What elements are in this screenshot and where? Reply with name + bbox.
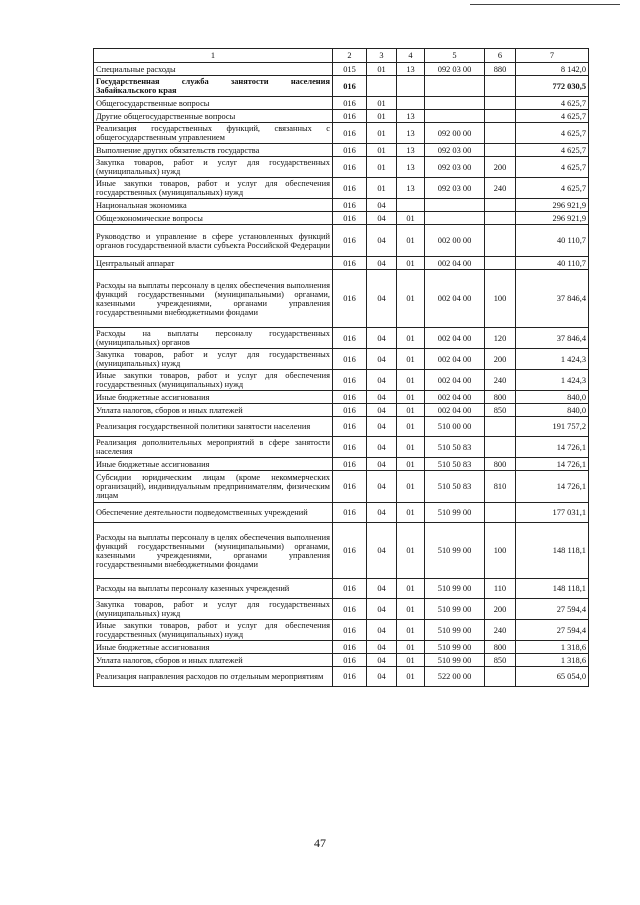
section-code-cell: 04 — [367, 437, 397, 458]
target-article-code-cell: 092 03 00 — [425, 144, 485, 157]
subsection-code-cell: 13 — [397, 63, 425, 76]
ministry-code-cell: 016 — [333, 641, 367, 654]
expense-type-code-cell: 850 — [485, 654, 516, 667]
section-code-cell: 04 — [367, 225, 397, 257]
expense-name-cell: Специальные расходы — [94, 63, 333, 76]
target-article-code-cell — [425, 212, 485, 225]
expense-type-code-cell — [485, 503, 516, 523]
table-row — [94, 417, 589, 437]
expense-type-code-cell — [485, 199, 516, 212]
section-code-cell: 04 — [367, 503, 397, 523]
section-code-cell: 04 — [367, 523, 397, 579]
ministry-code-cell: 016 — [333, 667, 367, 687]
expense-name-cell: Руководство и управление в сфере установленных функций органов государственной власти субъекта Российской Федерации — [94, 225, 333, 257]
target-article-code-cell: 002 04 00 — [425, 328, 485, 349]
expense-name-cell: Реализация государственной политики занятости населения — [94, 417, 333, 437]
section-code-cell: 04 — [367, 620, 397, 641]
expense-type-code-cell: 200 — [485, 599, 516, 620]
expense-type-code-cell: 110 — [485, 579, 516, 599]
subsection-code-cell — [397, 76, 425, 97]
target-article-code-cell: 510 00 00 — [425, 417, 485, 437]
section-code-cell: 04 — [367, 599, 397, 620]
section-code-cell: 04 — [367, 199, 397, 212]
expense-type-code-cell: 120 — [485, 328, 516, 349]
expense-name-cell: Другие общегосударственные вопросы — [94, 110, 333, 123]
expense-name-cell: Закупка товаров, работ и услуг для государственных (муниципальных) нужд — [94, 157, 333, 178]
section-code-cell: 04 — [367, 349, 397, 370]
expense-type-code-cell: 100 — [485, 270, 516, 328]
expense-name-cell: Закупка товаров, работ и услуг для государственных (муниципальных) нужд — [94, 599, 333, 620]
subsection-code-cell: 01 — [397, 270, 425, 328]
amount-cell: 148 118,1 — [516, 579, 589, 599]
expense-type-code-cell — [485, 144, 516, 157]
ministry-code-cell: 016 — [333, 225, 367, 257]
section-code-cell: 04 — [367, 404, 397, 417]
target-article-code-cell — [425, 199, 485, 212]
ministry-code-cell: 016 — [333, 599, 367, 620]
column-header-5: 5 — [425, 49, 485, 63]
target-article-code-cell: 002 04 00 — [425, 257, 485, 270]
amount-cell: 296 921,9 — [516, 212, 589, 225]
subsection-code-cell: 13 — [397, 178, 425, 199]
expense-type-code-cell — [485, 437, 516, 458]
target-article-code-cell: 092 00 00 — [425, 123, 485, 144]
ministry-code-cell: 016 — [333, 199, 367, 212]
expense-type-code-cell — [485, 76, 516, 97]
target-article-code-cell: 510 99 00 — [425, 654, 485, 667]
subsection-code-cell: 13 — [397, 110, 425, 123]
table-row — [94, 178, 589, 199]
section-code-cell: 01 — [367, 97, 397, 110]
subsection-code-cell: 13 — [397, 144, 425, 157]
amount-cell: 177 031,1 — [516, 503, 589, 523]
expense-type-code-cell: 800 — [485, 391, 516, 404]
section-code-cell: 01 — [367, 123, 397, 144]
section-code-cell: 01 — [367, 63, 397, 76]
amount-cell: 40 110,7 — [516, 225, 589, 257]
expense-name-cell: Иные закупки товаров, работ и услуг для обеспечения государственных (муниципальных) нужд — [94, 178, 333, 199]
table-row — [94, 328, 589, 349]
amount-cell: 4 625,7 — [516, 97, 589, 110]
table-row — [94, 599, 589, 620]
amount-cell: 4 625,7 — [516, 178, 589, 199]
target-article-code-cell: 092 03 00 — [425, 178, 485, 199]
expense-name-cell: Общеэкономические вопросы — [94, 212, 333, 225]
expense-type-code-cell: 240 — [485, 620, 516, 641]
target-article-code-cell: 002 04 00 — [425, 349, 485, 370]
ministry-code-cell: 016 — [333, 391, 367, 404]
target-article-code-cell: 510 50 83 — [425, 471, 485, 503]
ministry-code-cell: 016 — [333, 620, 367, 641]
expense-name-cell: Обеспечение деятельности подведомственных учреждений — [94, 503, 333, 523]
expense-name-cell: Реализация государственных функций, связанных с общегосударственным управлением — [94, 123, 333, 144]
amount-cell: 4 625,7 — [516, 110, 589, 123]
expense-type-code-cell: 880 — [485, 63, 516, 76]
subsection-code-cell: 01 — [397, 328, 425, 349]
table-row — [94, 270, 589, 328]
ministry-code-cell: 016 — [333, 417, 367, 437]
amount-cell: 148 118,1 — [516, 523, 589, 579]
section-code-cell: 04 — [367, 328, 397, 349]
table-row — [94, 437, 589, 458]
ministry-code-cell: 016 — [333, 404, 367, 417]
section-code-cell: 04 — [367, 257, 397, 270]
target-article-code-cell: 510 99 00 — [425, 641, 485, 654]
table-row — [94, 212, 589, 225]
expense-name-cell: Выполнение других обязательств государства — [94, 144, 333, 157]
amount-cell: 1 424,3 — [516, 370, 589, 391]
expense-name-cell: Расходы на выплаты персоналу в целях обеспечения выполнения функций государственными (муниципальными) органами, казенными учреждениями, органами управления государственными внебюджетными фондами — [94, 523, 333, 579]
target-article-code-cell: 092 03 00 — [425, 63, 485, 76]
amount-cell: 840,0 — [516, 391, 589, 404]
expense-name-cell: Государственная служба занятости населения Забайкальского края — [94, 76, 333, 97]
target-article-code-cell: 522 00 00 — [425, 667, 485, 687]
subsection-code-cell: 01 — [397, 579, 425, 599]
target-article-code-cell: 510 50 83 — [425, 458, 485, 471]
expense-name-cell: Иные бюджетные ассигнования — [94, 391, 333, 404]
expense-name-cell: Реализация направления расходов по отдельным мероприятиям — [94, 667, 333, 687]
ministry-code-cell: 016 — [333, 110, 367, 123]
section-code-cell: 04 — [367, 370, 397, 391]
budget-table — [93, 48, 589, 687]
section-code-cell: 04 — [367, 391, 397, 404]
section-code-cell: 04 — [367, 654, 397, 667]
subsection-code-cell: 01 — [397, 667, 425, 687]
expense-name-cell: Иные бюджетные ассигнования — [94, 641, 333, 654]
table-row — [94, 110, 589, 123]
ministry-code-cell: 016 — [333, 157, 367, 178]
table-row — [94, 123, 589, 144]
expense-type-code-cell — [485, 110, 516, 123]
expense-name-cell: Национальная экономика — [94, 199, 333, 212]
amount-cell: 14 726,1 — [516, 471, 589, 503]
table-row — [94, 404, 589, 417]
expense-name-cell: Реализация дополнительных мероприятий в сфере занятости населения — [94, 437, 333, 458]
expense-name-cell: Иные закупки товаров, работ и услуг для обеспечения государственных (муниципальных) нужд — [94, 620, 333, 641]
section-code-cell: 04 — [367, 579, 397, 599]
target-article-code-cell: 002 00 00 — [425, 225, 485, 257]
amount-cell: 1 424,3 — [516, 349, 589, 370]
amount-cell: 27 594,4 — [516, 620, 589, 641]
amount-cell: 840,0 — [516, 404, 589, 417]
amount-cell: 772 030,5 — [516, 76, 589, 97]
ministry-code-cell: 016 — [333, 471, 367, 503]
subsection-code-cell — [397, 199, 425, 212]
expense-name-cell: Уплата налогов, сборов и иных платежей — [94, 654, 333, 667]
subsection-code-cell: 01 — [397, 599, 425, 620]
expense-type-code-cell — [485, 257, 516, 270]
table-row — [94, 157, 589, 178]
expense-name-cell: Расходы на выплаты персоналу в целях обеспечения выполнения функций государственными (муниципальными) органами, казенными учреждениями, органами управления государственными внебюджетными фондами — [94, 270, 333, 328]
section-code-cell — [367, 76, 397, 97]
amount-cell: 191 757,2 — [516, 417, 589, 437]
expense-type-code-cell: 240 — [485, 178, 516, 199]
expense-type-code-cell: 200 — [485, 349, 516, 370]
target-article-code-cell: 510 99 00 — [425, 523, 485, 579]
target-article-code-cell: 510 99 00 — [425, 579, 485, 599]
expense-name-cell: Общегосударственные вопросы — [94, 97, 333, 110]
top-rule — [470, 0, 620, 5]
table-row — [94, 257, 589, 270]
target-article-code-cell: 510 99 00 — [425, 599, 485, 620]
subsection-code-cell: 01 — [397, 225, 425, 257]
subsection-code-cell: 01 — [397, 212, 425, 225]
expense-type-code-cell: 850 — [485, 404, 516, 417]
target-article-code-cell: 510 99 00 — [425, 620, 485, 641]
subsection-code-cell: 01 — [397, 370, 425, 391]
target-article-code-cell: 510 99 00 — [425, 503, 485, 523]
table-header-row — [94, 49, 589, 63]
ministry-code-cell: 016 — [333, 654, 367, 667]
column-header-7: 7 — [516, 49, 589, 63]
column-header-4: 4 — [397, 49, 425, 63]
subsection-code-cell: 01 — [397, 471, 425, 503]
ministry-code-cell: 016 — [333, 178, 367, 199]
expense-type-code-cell: 810 — [485, 471, 516, 503]
target-article-code-cell — [425, 97, 485, 110]
column-header-6: 6 — [485, 49, 516, 63]
table-row — [94, 667, 589, 687]
ministry-code-cell: 016 — [333, 257, 367, 270]
ministry-code-cell: 016 — [333, 349, 367, 370]
table-row — [94, 579, 589, 599]
table-row — [94, 391, 589, 404]
target-article-code-cell: 002 04 00 — [425, 270, 485, 328]
amount-cell: 37 846,4 — [516, 270, 589, 328]
expense-type-code-cell: 240 — [485, 370, 516, 391]
subsection-code-cell: 01 — [397, 404, 425, 417]
expense-type-code-cell: 800 — [485, 641, 516, 654]
ministry-code-cell: 016 — [333, 503, 367, 523]
subsection-code-cell — [397, 97, 425, 110]
table-row — [94, 641, 589, 654]
subsection-code-cell: 01 — [397, 391, 425, 404]
amount-cell: 1 318,6 — [516, 654, 589, 667]
expense-type-code-cell — [485, 212, 516, 225]
amount-cell: 14 726,1 — [516, 437, 589, 458]
subsection-code-cell: 01 — [397, 523, 425, 579]
table-row — [94, 63, 589, 76]
table-row — [94, 76, 589, 97]
ministry-code-cell: 016 — [333, 437, 367, 458]
amount-cell: 14 726,1 — [516, 458, 589, 471]
subsection-code-cell: 01 — [397, 620, 425, 641]
subsection-code-cell: 01 — [397, 257, 425, 270]
target-article-code-cell: 002 04 00 — [425, 370, 485, 391]
ministry-code-cell: 016 — [333, 144, 367, 157]
amount-cell: 8 142,0 — [516, 63, 589, 76]
table-row — [94, 349, 589, 370]
ministry-code-cell: 016 — [333, 97, 367, 110]
table-row — [94, 370, 589, 391]
amount-cell: 37 846,4 — [516, 328, 589, 349]
expense-name-cell: Закупка товаров, работ и услуг для государственных (муниципальных) нужд — [94, 349, 333, 370]
amount-cell: 4 625,7 — [516, 144, 589, 157]
target-article-code-cell: 002 04 00 — [425, 391, 485, 404]
amount-cell: 296 921,9 — [516, 199, 589, 212]
table-body — [94, 63, 589, 687]
section-code-cell: 01 — [367, 178, 397, 199]
expense-type-code-cell: 200 — [485, 157, 516, 178]
amount-cell: 27 594,4 — [516, 599, 589, 620]
section-code-cell: 04 — [367, 270, 397, 328]
target-article-code-cell — [425, 110, 485, 123]
table-row — [94, 620, 589, 641]
ministry-code-cell: 016 — [333, 579, 367, 599]
table-row — [94, 225, 589, 257]
table-row — [94, 458, 589, 471]
table-row — [94, 144, 589, 157]
expense-name-cell: Субсидии юридическим лицам (кроме некоммерческих организаций), индивидуальным предпринимателям, физическим лицам — [94, 471, 333, 503]
target-article-code-cell: 092 03 00 — [425, 157, 485, 178]
subsection-code-cell: 01 — [397, 437, 425, 458]
subsection-code-cell: 13 — [397, 123, 425, 144]
amount-cell: 40 110,7 — [516, 257, 589, 270]
target-article-code-cell: 002 04 00 — [425, 404, 485, 417]
page-number: 47 — [314, 836, 326, 850]
section-code-cell: 04 — [367, 667, 397, 687]
ministry-code-cell: 016 — [333, 523, 367, 579]
expense-type-code-cell — [485, 97, 516, 110]
ministry-code-cell: 016 — [333, 458, 367, 471]
ministry-code-cell: 016 — [333, 212, 367, 225]
subsection-code-cell: 01 — [397, 641, 425, 654]
section-code-cell: 04 — [367, 641, 397, 654]
ministry-code-cell: 016 — [333, 328, 367, 349]
table-row — [94, 97, 589, 110]
expense-type-code-cell — [485, 123, 516, 144]
target-article-code-cell — [425, 76, 485, 97]
table-row — [94, 503, 589, 523]
section-code-cell: 01 — [367, 144, 397, 157]
section-code-cell: 01 — [367, 157, 397, 178]
ministry-code-cell: 015 — [333, 63, 367, 76]
amount-cell: 65 054,0 — [516, 667, 589, 687]
expense-name-cell: Иные бюджетные ассигнования — [94, 458, 333, 471]
amount-cell: 1 318,6 — [516, 641, 589, 654]
section-code-cell: 04 — [367, 417, 397, 437]
column-header-1: 1 — [94, 49, 333, 63]
ministry-code-cell: 016 — [333, 270, 367, 328]
expense-name-cell: Иные закупки товаров, работ и услуг для обеспечения государственных (муниципальных) нужд — [94, 370, 333, 391]
table-row — [94, 471, 589, 503]
expense-type-code-cell — [485, 417, 516, 437]
expense-name-cell: Уплата налогов, сборов и иных платежей — [94, 404, 333, 417]
expense-type-code-cell: 800 — [485, 458, 516, 471]
expense-type-code-cell — [485, 667, 516, 687]
expense-name-cell: Центральный аппарат — [94, 257, 333, 270]
table-row — [94, 199, 589, 212]
expense-type-code-cell — [485, 225, 516, 257]
section-code-cell: 01 — [367, 110, 397, 123]
ministry-code-cell: 016 — [333, 370, 367, 391]
subsection-code-cell: 01 — [397, 417, 425, 437]
expense-name-cell: Расходы на выплаты персоналу государственных (муниципальных) органов — [94, 328, 333, 349]
section-code-cell: 04 — [367, 212, 397, 225]
subsection-code-cell: 13 — [397, 157, 425, 178]
subsection-code-cell: 01 — [397, 654, 425, 667]
section-code-cell: 04 — [367, 458, 397, 471]
subsection-code-cell: 01 — [397, 503, 425, 523]
section-code-cell: 04 — [367, 471, 397, 503]
ministry-code-cell: 016 — [333, 76, 367, 97]
table-row — [94, 523, 589, 579]
table-row — [94, 654, 589, 667]
amount-cell: 4 625,7 — [516, 123, 589, 144]
column-header-3: 3 — [367, 49, 397, 63]
expense-type-code-cell: 100 — [485, 523, 516, 579]
amount-cell: 4 625,7 — [516, 157, 589, 178]
target-article-code-cell: 510 50 83 — [425, 437, 485, 458]
subsection-code-cell: 01 — [397, 458, 425, 471]
ministry-code-cell: 016 — [333, 123, 367, 144]
expense-name-cell: Расходы на выплаты персоналу казенных учреждений — [94, 579, 333, 599]
subsection-code-cell: 01 — [397, 349, 425, 370]
column-header-2: 2 — [333, 49, 367, 63]
